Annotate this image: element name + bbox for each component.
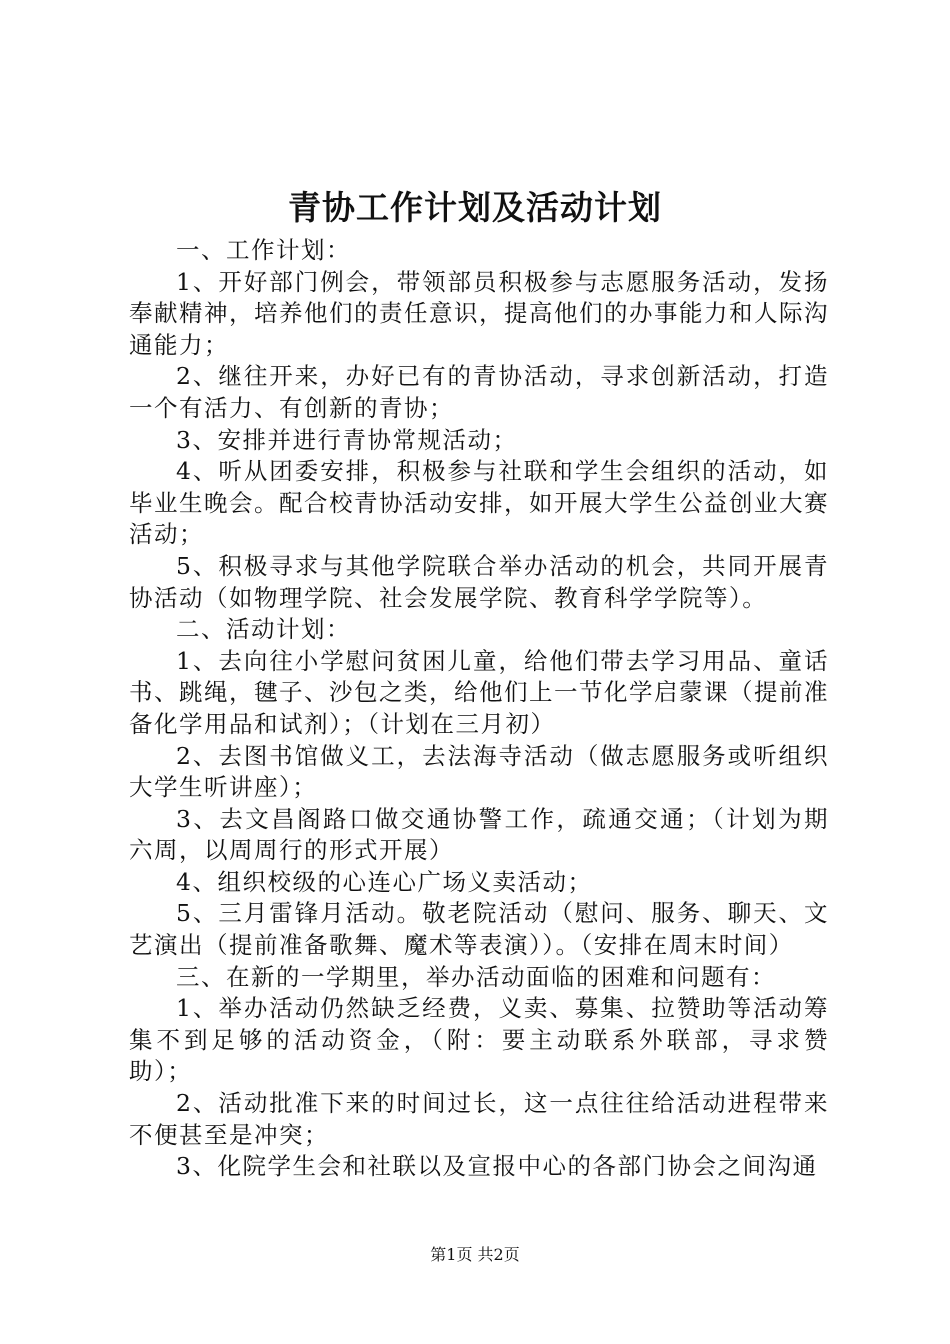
section-heading: 三、在新的一学期里，举办活动面临的困难和问题有：	[176, 962, 776, 991]
paragraph: 3、去文昌阁路口做交通协警工作，疏通交通；（计划为期六周，以周周行的形式开展）	[129, 804, 829, 865]
page-footer: 第1页 共2页	[430, 1245, 520, 1264]
paragraph: 5、积极寻求与其他学院联合举办活动的机会，共同开展青协活动（如物理学院、社会发展学院、教育科学学院等）。	[129, 551, 829, 612]
paragraph: 1、去向往小学慰问贫困儿童，给他们带去学习用品、童话书、跳绳，毽子、沙包之类，给他们上一节化学启蒙课（提前准备化学用品和试剂）；（计划在三月初）	[129, 646, 829, 738]
paragraph: 4、听从团委安排，积极参与社联和学生会组织的活动，如毕业生晚会。配合校青协活动安排，如开展大学生公益创业大赛活动；	[129, 457, 829, 549]
paragraph: 3、安排并进行青协常规活动；	[176, 425, 518, 454]
section-heading: 一、工作计划：	[176, 236, 351, 264]
paragraph: 2、活动批准下来的时间过长，这一点往往给活动进程带来不便甚至是冲突；	[129, 1089, 829, 1149]
paragraph: 2、继往开来，办好已有的青协活动，寻求创新活动，打造一个有活力、有创新的青协；	[129, 362, 829, 422]
document-body	[129, 235, 829, 1183]
paragraph: 4、组织校级的心连心广场义卖活动；	[176, 867, 593, 896]
section-heading: 二、活动计划：	[176, 615, 351, 644]
paragraph: 1、举办活动仍然缺乏经费，义卖、募集、拉赞助等活动筹集不到足够的活动资金，（附：要主动联系外联部，寻求赞助）；	[129, 994, 829, 1086]
paragraph: 3、化院学生会和社联以及宣报中心的各部门协会之间沟通	[176, 1152, 818, 1181]
paragraph: 1、开好部门例会，带领部员积极参与志愿服务活动，发扬奉献精神，培养他们的责任意识，提高他们的办事能力和人际沟通能力；	[129, 267, 829, 359]
document-title: 青协工作计划及活动计划	[288, 188, 662, 227]
paragraph: 5、三月雷锋月活动。敬老院活动（慰问、服务、聊天、文艺演出（提前准备歌舞、魔术等表演））。（安排在周末时间）	[129, 899, 829, 960]
paragraph: 2、去图书馆做义工，去法海寺活动（做志愿服务或听组织大学生听讲座）；	[129, 741, 829, 802]
